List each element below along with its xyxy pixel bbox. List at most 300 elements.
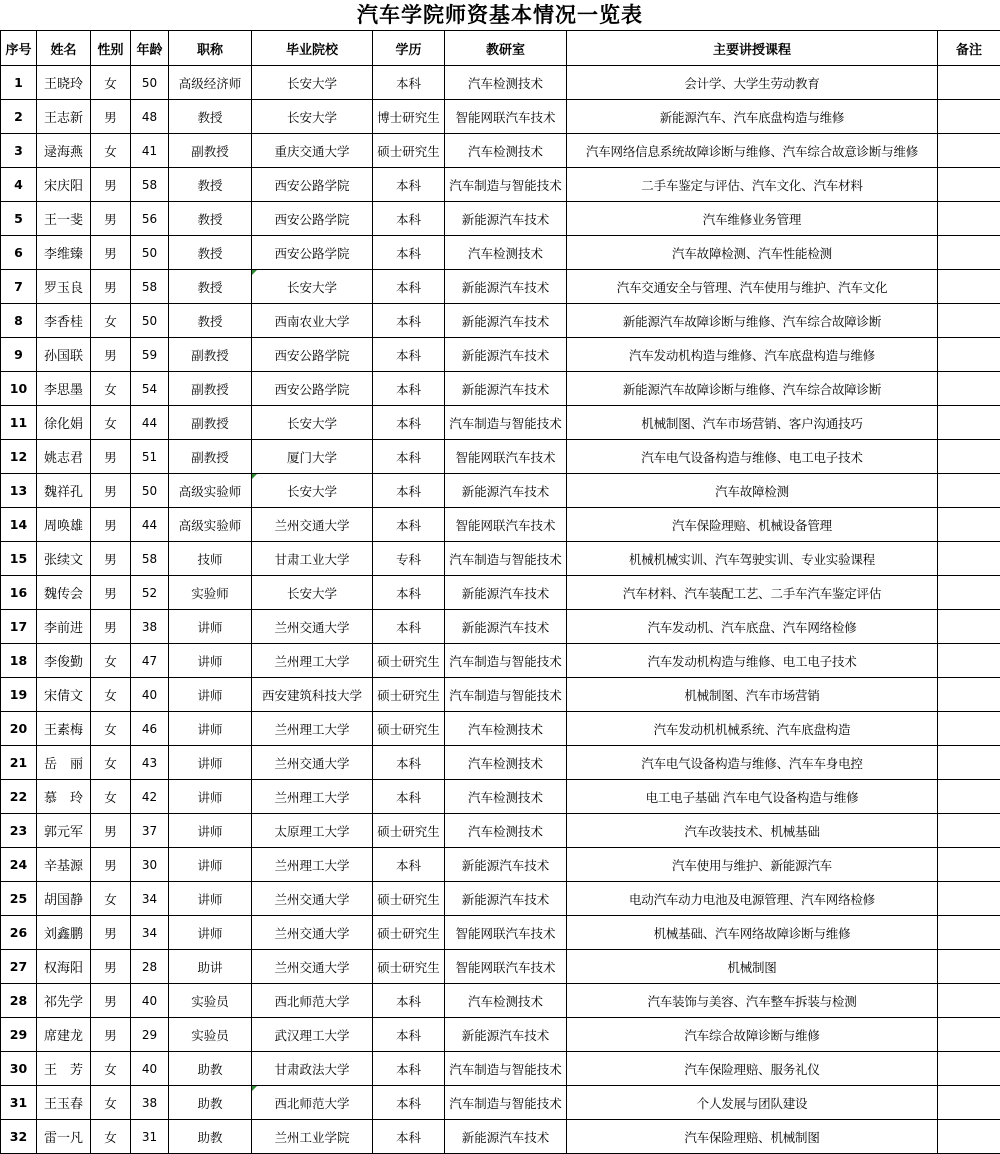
cell-school[interactable]: 兰州理工大学	[252, 848, 373, 882]
cell-school[interactable]: 重庆交通大学	[252, 134, 373, 168]
cell-school[interactable]: 甘肃政法大学	[252, 1052, 373, 1086]
cell-gender[interactable]: 女	[91, 1120, 131, 1154]
cell-name[interactable]: 郭元军	[37, 814, 91, 848]
cell-courses[interactable]: 机械基础、汽车网络故障诊断与维修	[567, 916, 938, 950]
cell-remarks[interactable]	[938, 1052, 1000, 1086]
cell-department[interactable]: 汽车检测技术	[445, 984, 567, 1018]
cell-remarks[interactable]	[938, 746, 1000, 780]
cell-courses[interactable]: 汽车故障检测、汽车性能检测	[567, 236, 938, 270]
cell-department[interactable]: 汽车检测技术	[445, 814, 567, 848]
cell-school[interactable]: 长安大学	[252, 576, 373, 610]
cell-courses[interactable]: 新能源汽车、汽车底盘构造与维修	[567, 100, 938, 134]
cell-title[interactable]: 实验员	[169, 1018, 252, 1052]
cell-department[interactable]: 汽车制造与智能技术	[445, 1052, 567, 1086]
cell-courses[interactable]: 汽车发动机机械系统、汽车底盘构造	[567, 712, 938, 746]
cell-name[interactable]: 李思墨	[37, 372, 91, 406]
cell-name[interactable]: 刘鑫鹏	[37, 916, 91, 950]
cell-courses[interactable]: 汽车发动机构造与维修、电工电子技术	[567, 644, 938, 678]
cell-courses[interactable]: 机械制图	[567, 950, 938, 984]
cell-courses[interactable]: 汽车使用与维护、新能源汽车	[567, 848, 938, 882]
cell-gender[interactable]: 女	[91, 780, 131, 814]
cell-title[interactable]: 教授	[169, 236, 252, 270]
cell-department[interactable]: 智能网联汽车技术	[445, 916, 567, 950]
cell-name[interactable]: 李香桂	[37, 304, 91, 338]
cell-department[interactable]: 智能网联汽车技术	[445, 440, 567, 474]
cell-school[interactable]: 长安大学	[252, 66, 373, 100]
cell-name[interactable]: 祁先学	[37, 984, 91, 1018]
cell-remarks[interactable]	[938, 236, 1000, 270]
cell-remarks[interactable]	[938, 134, 1000, 168]
cell-degree[interactable]: 本科	[373, 236, 445, 270]
cell-department[interactable]: 新能源汽车技术	[445, 202, 567, 236]
cell-school[interactable]: 西南农业大学	[252, 304, 373, 338]
cell-school[interactable]: 兰州交通大学	[252, 950, 373, 984]
cell-title[interactable]: 助教	[169, 1052, 252, 1086]
cell-age[interactable]: 50	[131, 236, 169, 270]
cell-gender[interactable]: 男	[91, 814, 131, 848]
cell-degree[interactable]: 本科	[373, 474, 445, 508]
cell-remarks[interactable]	[938, 644, 1000, 678]
cell-seq[interactable]: 26	[1, 916, 37, 950]
cell-degree[interactable]: 硕士研究生	[373, 644, 445, 678]
cell-seq[interactable]: 21	[1, 746, 37, 780]
cell-remarks[interactable]	[938, 1018, 1000, 1052]
cell-seq[interactable]: 18	[1, 644, 37, 678]
cell-age[interactable]: 52	[131, 576, 169, 610]
cell-department[interactable]: 新能源汽车技术	[445, 304, 567, 338]
cell-department[interactable]: 汽车检测技术	[445, 746, 567, 780]
cell-title[interactable]: 副教授	[169, 440, 252, 474]
cell-department[interactable]: 汽车制造与智能技术	[445, 644, 567, 678]
cell-age[interactable]: 40	[131, 678, 169, 712]
cell-courses[interactable]: 汽车交通安全与管理、汽车使用与维护、汽车文化	[567, 270, 938, 304]
cell-remarks[interactable]	[938, 610, 1000, 644]
cell-seq[interactable]: 2	[1, 100, 37, 134]
cell-title[interactable]: 讲师	[169, 712, 252, 746]
cell-title[interactable]: 助讲	[169, 950, 252, 984]
cell-age[interactable]: 34	[131, 916, 169, 950]
cell-remarks[interactable]	[938, 474, 1000, 508]
cell-seq[interactable]: 29	[1, 1018, 37, 1052]
cell-courses[interactable]: 机械制图、汽车市场营销、客户沟通技巧	[567, 406, 938, 440]
cell-title[interactable]: 副教授	[169, 372, 252, 406]
cell-remarks[interactable]	[938, 1120, 1000, 1154]
cell-age[interactable]: 50	[131, 474, 169, 508]
cell-courses[interactable]: 汽车维修业务管理	[567, 202, 938, 236]
cell-courses[interactable]: 汽车保险理赔、机械设备管理	[567, 508, 938, 542]
cell-name[interactable]: 岳 丽	[37, 746, 91, 780]
cell-seq[interactable]: 4	[1, 168, 37, 202]
cell-age[interactable]: 41	[131, 134, 169, 168]
cell-degree[interactable]: 本科	[373, 270, 445, 304]
cell-department[interactable]: 汽车检测技术	[445, 236, 567, 270]
cell-remarks[interactable]	[938, 440, 1000, 474]
cell-school[interactable]: 西安公路学院	[252, 372, 373, 406]
cell-age[interactable]: 44	[131, 406, 169, 440]
cell-seq[interactable]: 3	[1, 134, 37, 168]
cell-degree[interactable]: 本科	[373, 202, 445, 236]
cell-school[interactable]: 长安大学	[252, 100, 373, 134]
cell-courses[interactable]: 电工电子基础 汽车电气设备构造与维修	[567, 780, 938, 814]
cell-gender[interactable]: 男	[91, 270, 131, 304]
cell-degree[interactable]: 专科	[373, 542, 445, 576]
cell-degree[interactable]: 硕士研究生	[373, 882, 445, 916]
cell-gender[interactable]: 男	[91, 916, 131, 950]
cell-remarks[interactable]	[938, 882, 1000, 916]
cell-name[interactable]: 周唤雄	[37, 508, 91, 542]
cell-school[interactable]: 西安公路学院	[252, 168, 373, 202]
cell-name[interactable]: 张续文	[37, 542, 91, 576]
cell-remarks[interactable]	[938, 100, 1000, 134]
cell-seq[interactable]: 24	[1, 848, 37, 882]
cell-remarks[interactable]	[938, 916, 1000, 950]
cell-age[interactable]: 58	[131, 168, 169, 202]
cell-seq[interactable]: 30	[1, 1052, 37, 1086]
cell-courses[interactable]: 汽车综合故障诊断与维修	[567, 1018, 938, 1052]
cell-seq[interactable]: 7	[1, 270, 37, 304]
cell-department[interactable]: 智能网联汽车技术	[445, 508, 567, 542]
cell-degree[interactable]: 本科	[373, 338, 445, 372]
cell-title[interactable]: 副教授	[169, 134, 252, 168]
cell-gender[interactable]: 男	[91, 508, 131, 542]
cell-degree[interactable]: 本科	[373, 168, 445, 202]
cell-school[interactable]: 兰州交通大学	[252, 610, 373, 644]
cell-gender[interactable]: 男	[91, 610, 131, 644]
cell-name[interactable]: 孙国联	[37, 338, 91, 372]
cell-degree[interactable]: 本科	[373, 1086, 445, 1120]
cell-seq[interactable]: 31	[1, 1086, 37, 1120]
cell-seq[interactable]: 14	[1, 508, 37, 542]
cell-department[interactable]: 新能源汽车技术	[445, 576, 567, 610]
cell-degree[interactable]: 本科	[373, 508, 445, 542]
cell-courses[interactable]: 汽车保险理赔、服务礼仪	[567, 1052, 938, 1086]
cell-gender[interactable]: 女	[91, 644, 131, 678]
cell-courses[interactable]: 汽车发动机构造与维修、汽车底盘构造与维修	[567, 338, 938, 372]
cell-degree[interactable]: 本科	[373, 440, 445, 474]
cell-age[interactable]: 50	[131, 66, 169, 100]
cell-age[interactable]: 59	[131, 338, 169, 372]
cell-age[interactable]: 29	[131, 1018, 169, 1052]
cell-degree[interactable]: 本科	[373, 1120, 445, 1154]
cell-degree[interactable]: 本科	[373, 66, 445, 100]
cell-age[interactable]: 44	[131, 508, 169, 542]
cell-department[interactable]: 新能源汽车技术	[445, 1120, 567, 1154]
cell-school[interactable]: 西安公路学院	[252, 202, 373, 236]
cell-department[interactable]: 新能源汽车技术	[445, 610, 567, 644]
cell-title[interactable]: 讲师	[169, 848, 252, 882]
cell-courses[interactable]: 汽车材料、汽车装配工艺、二手车汽车鉴定评估	[567, 576, 938, 610]
cell-title[interactable]: 教授	[169, 304, 252, 338]
cell-department[interactable]: 新能源汽车技术	[445, 1018, 567, 1052]
cell-age[interactable]: 51	[131, 440, 169, 474]
cell-seq[interactable]: 8	[1, 304, 37, 338]
cell-title[interactable]: 讲师	[169, 882, 252, 916]
cell-school[interactable]: 武汉理工大学	[252, 1018, 373, 1052]
cell-remarks[interactable]	[938, 168, 1000, 202]
cell-gender[interactable]: 女	[91, 746, 131, 780]
cell-age[interactable]: 38	[131, 610, 169, 644]
cell-seq[interactable]: 25	[1, 882, 37, 916]
cell-age[interactable]: 34	[131, 882, 169, 916]
cell-seq[interactable]: 20	[1, 712, 37, 746]
cell-name[interactable]: 胡国静	[37, 882, 91, 916]
cell-department[interactable]: 新能源汽车技术	[445, 474, 567, 508]
cell-title[interactable]: 高级实验师	[169, 508, 252, 542]
cell-school[interactable]: 西安公路学院	[252, 236, 373, 270]
cell-title[interactable]: 高级经济师	[169, 66, 252, 100]
cell-remarks[interactable]	[938, 984, 1000, 1018]
cell-school[interactable]: 西北师范大学	[252, 1086, 373, 1120]
cell-seq[interactable]: 12	[1, 440, 37, 474]
cell-age[interactable]: 56	[131, 202, 169, 236]
cell-age[interactable]: 58	[131, 542, 169, 576]
cell-title[interactable]: 教授	[169, 202, 252, 236]
cell-degree[interactable]: 本科	[373, 372, 445, 406]
cell-department[interactable]: 新能源汽车技术	[445, 338, 567, 372]
cell-school[interactable]: 兰州理工大学	[252, 644, 373, 678]
cell-seq[interactable]: 16	[1, 576, 37, 610]
cell-gender[interactable]: 男	[91, 542, 131, 576]
cell-school[interactable]: 厦门大学	[252, 440, 373, 474]
cell-school[interactable]: 长安大学	[252, 270, 373, 304]
cell-degree[interactable]: 本科	[373, 746, 445, 780]
cell-school[interactable]: 兰州工业学院	[252, 1120, 373, 1154]
cell-title[interactable]: 讲师	[169, 814, 252, 848]
cell-school[interactable]: 兰州交通大学	[252, 508, 373, 542]
cell-seq[interactable]: 13	[1, 474, 37, 508]
cell-seq[interactable]: 32	[1, 1120, 37, 1154]
cell-remarks[interactable]	[938, 780, 1000, 814]
cell-degree[interactable]: 硕士研究生	[373, 916, 445, 950]
cell-age[interactable]: 43	[131, 746, 169, 780]
cell-remarks[interactable]	[938, 542, 1000, 576]
cell-degree[interactable]: 硕士研究生	[373, 134, 445, 168]
cell-remarks[interactable]	[938, 848, 1000, 882]
cell-name[interactable]: 王素梅	[37, 712, 91, 746]
cell-seq[interactable]: 28	[1, 984, 37, 1018]
cell-department[interactable]: 新能源汽车技术	[445, 848, 567, 882]
cell-department[interactable]: 汽车制造与智能技术	[445, 406, 567, 440]
cell-department[interactable]: 汽车检测技术	[445, 134, 567, 168]
cell-gender[interactable]: 女	[91, 1052, 131, 1086]
cell-courses[interactable]: 汽车电气设备构造与维修、电工电子技术	[567, 440, 938, 474]
cell-name[interactable]: 王志新	[37, 100, 91, 134]
cell-seq[interactable]: 27	[1, 950, 37, 984]
cell-school[interactable]: 兰州交通大学	[252, 746, 373, 780]
cell-name[interactable]: 魏传会	[37, 576, 91, 610]
cell-school[interactable]: 西安公路学院	[252, 338, 373, 372]
cell-gender[interactable]: 女	[91, 406, 131, 440]
cell-remarks[interactable]	[938, 372, 1000, 406]
cell-department[interactable]: 汽车检测技术	[445, 66, 567, 100]
cell-name[interactable]: 逯海燕	[37, 134, 91, 168]
cell-remarks[interactable]	[938, 270, 1000, 304]
cell-courses[interactable]: 机械制图、汽车市场营销	[567, 678, 938, 712]
cell-name[interactable]: 席建龙	[37, 1018, 91, 1052]
cell-seq[interactable]: 11	[1, 406, 37, 440]
cell-school[interactable]: 西安建筑科技大学	[252, 678, 373, 712]
cell-remarks[interactable]	[938, 1086, 1000, 1120]
cell-seq[interactable]: 17	[1, 610, 37, 644]
cell-gender[interactable]: 男	[91, 100, 131, 134]
cell-gender[interactable]: 男	[91, 338, 131, 372]
cell-remarks[interactable]	[938, 576, 1000, 610]
cell-school[interactable]: 兰州交通大学	[252, 916, 373, 950]
cell-degree[interactable]: 本科	[373, 576, 445, 610]
cell-courses[interactable]: 个人发展与团队建设	[567, 1086, 938, 1120]
cell-title[interactable]: 技师	[169, 542, 252, 576]
cell-department[interactable]: 智能网联汽车技术	[445, 100, 567, 134]
cell-degree[interactable]: 硕士研究生	[373, 678, 445, 712]
cell-name[interactable]: 姚志君	[37, 440, 91, 474]
cell-department[interactable]: 汽车制造与智能技术	[445, 542, 567, 576]
cell-department[interactable]: 汽车制造与智能技术	[445, 678, 567, 712]
cell-seq[interactable]: 9	[1, 338, 37, 372]
cell-title[interactable]: 实验师	[169, 576, 252, 610]
cell-courses[interactable]: 电动汽车动力电池及电源管理、汽车网络检修	[567, 882, 938, 916]
cell-title[interactable]: 讲师	[169, 746, 252, 780]
cell-age[interactable]: 46	[131, 712, 169, 746]
cell-title[interactable]: 讲师	[169, 916, 252, 950]
cell-remarks[interactable]	[938, 406, 1000, 440]
cell-school[interactable]: 兰州交通大学	[252, 882, 373, 916]
cell-remarks[interactable]	[938, 678, 1000, 712]
cell-gender[interactable]: 男	[91, 1018, 131, 1052]
cell-degree[interactable]: 硕士研究生	[373, 814, 445, 848]
cell-name[interactable]: 李俊勤	[37, 644, 91, 678]
cell-seq[interactable]: 15	[1, 542, 37, 576]
cell-gender[interactable]: 男	[91, 576, 131, 610]
cell-degree[interactable]: 本科	[373, 1052, 445, 1086]
cell-age[interactable]: 40	[131, 1052, 169, 1086]
cell-gender[interactable]: 女	[91, 134, 131, 168]
cell-name[interactable]: 辛基源	[37, 848, 91, 882]
cell-title[interactable]: 讲师	[169, 678, 252, 712]
cell-degree[interactable]: 本科	[373, 780, 445, 814]
cell-gender[interactable]: 女	[91, 712, 131, 746]
cell-age[interactable]: 48	[131, 100, 169, 134]
cell-title[interactable]: 实验员	[169, 984, 252, 1018]
cell-degree[interactable]: 本科	[373, 848, 445, 882]
cell-gender[interactable]: 男	[91, 474, 131, 508]
cell-school[interactable]: 兰州理工大学	[252, 712, 373, 746]
cell-courses[interactable]: 新能源汽车故障诊断与维修、汽车综合故障诊断	[567, 372, 938, 406]
cell-department[interactable]: 汽车检测技术	[445, 712, 567, 746]
cell-courses[interactable]: 新能源汽车故障诊断与维修、汽车综合故障诊断	[567, 304, 938, 338]
cell-degree[interactable]: 本科	[373, 984, 445, 1018]
cell-gender[interactable]: 女	[91, 1086, 131, 1120]
cell-degree[interactable]: 本科	[373, 304, 445, 338]
cell-courses[interactable]: 汽车装饰与美容、汽车整车拆装与检测	[567, 984, 938, 1018]
cell-gender[interactable]: 男	[91, 950, 131, 984]
cell-name[interactable]: 王一斐	[37, 202, 91, 236]
cell-seq[interactable]: 6	[1, 236, 37, 270]
cell-name[interactable]: 雷一凡	[37, 1120, 91, 1154]
cell-degree[interactable]: 本科	[373, 610, 445, 644]
cell-gender[interactable]: 男	[91, 202, 131, 236]
cell-name[interactable]: 魏祥孔	[37, 474, 91, 508]
cell-title[interactable]: 教授	[169, 100, 252, 134]
cell-courses[interactable]: 二手车鉴定与评估、汽车文化、汽车材料	[567, 168, 938, 202]
cell-age[interactable]: 30	[131, 848, 169, 882]
cell-department[interactable]: 新能源汽车技术	[445, 882, 567, 916]
cell-name[interactable]: 慕 玲	[37, 780, 91, 814]
cell-degree[interactable]: 本科	[373, 406, 445, 440]
cell-name[interactable]: 李前进	[37, 610, 91, 644]
cell-courses[interactable]: 机械机械实训、汽车驾驶实训、专业实验课程	[567, 542, 938, 576]
cell-title[interactable]: 教授	[169, 168, 252, 202]
cell-department[interactable]: 汽车制造与智能技术	[445, 1086, 567, 1120]
cell-gender[interactable]: 女	[91, 304, 131, 338]
cell-name[interactable]: 王玉春	[37, 1086, 91, 1120]
cell-age[interactable]: 38	[131, 1086, 169, 1120]
cell-courses[interactable]: 汽车电气设备构造与维修、汽车车身电控	[567, 746, 938, 780]
cell-school[interactable]: 太原理工大学	[252, 814, 373, 848]
cell-name[interactable]: 李维臻	[37, 236, 91, 270]
cell-department[interactable]: 新能源汽车技术	[445, 270, 567, 304]
cell-title[interactable]: 讲师	[169, 644, 252, 678]
cell-remarks[interactable]	[938, 950, 1000, 984]
cell-degree[interactable]: 博士研究生	[373, 100, 445, 134]
cell-age[interactable]: 54	[131, 372, 169, 406]
cell-remarks[interactable]	[938, 508, 1000, 542]
cell-seq[interactable]: 23	[1, 814, 37, 848]
cell-courses[interactable]: 汽车改装技术、机械基础	[567, 814, 938, 848]
cell-name[interactable]: 权海阳	[37, 950, 91, 984]
cell-gender[interactable]: 男	[91, 440, 131, 474]
cell-age[interactable]: 37	[131, 814, 169, 848]
cell-title[interactable]: 助教	[169, 1086, 252, 1120]
cell-courses[interactable]: 汽车保险理赔、机械制图	[567, 1120, 938, 1154]
cell-seq[interactable]: 10	[1, 372, 37, 406]
cell-department[interactable]: 新能源汽车技术	[445, 372, 567, 406]
cell-title[interactable]: 讲师	[169, 780, 252, 814]
cell-remarks[interactable]	[938, 712, 1000, 746]
cell-name[interactable]: 王 芳	[37, 1052, 91, 1086]
cell-age[interactable]: 58	[131, 270, 169, 304]
cell-school[interactable]: 兰州理工大学	[252, 780, 373, 814]
cell-gender[interactable]: 女	[91, 678, 131, 712]
cell-seq[interactable]: 19	[1, 678, 37, 712]
cell-remarks[interactable]	[938, 66, 1000, 100]
cell-department[interactable]: 智能网联汽车技术	[445, 950, 567, 984]
cell-age[interactable]: 31	[131, 1120, 169, 1154]
cell-gender[interactable]: 男	[91, 168, 131, 202]
cell-name[interactable]: 宋庆阳	[37, 168, 91, 202]
cell-age[interactable]: 50	[131, 304, 169, 338]
cell-gender[interactable]: 男	[91, 848, 131, 882]
cell-age[interactable]: 28	[131, 950, 169, 984]
cell-gender[interactable]: 女	[91, 372, 131, 406]
cell-remarks[interactable]	[938, 304, 1000, 338]
cell-remarks[interactable]	[938, 202, 1000, 236]
cell-courses[interactable]: 会计学、大学生劳动教育	[567, 66, 938, 100]
cell-name[interactable]: 徐化娟	[37, 406, 91, 440]
cell-age[interactable]: 40	[131, 984, 169, 1018]
cell-courses[interactable]: 汽车网络信息系统故障诊断与维修、汽车综合故意诊断与维修	[567, 134, 938, 168]
cell-title[interactable]: 副教授	[169, 406, 252, 440]
cell-age[interactable]: 47	[131, 644, 169, 678]
cell-gender[interactable]: 女	[91, 882, 131, 916]
cell-seq[interactable]: 5	[1, 202, 37, 236]
cell-school[interactable]: 甘肃工业大学	[252, 542, 373, 576]
cell-degree[interactable]: 本科	[373, 1018, 445, 1052]
cell-gender[interactable]: 男	[91, 984, 131, 1018]
cell-department[interactable]: 汽车制造与智能技术	[445, 168, 567, 202]
cell-remarks[interactable]	[938, 338, 1000, 372]
cell-title[interactable]: 高级实验师	[169, 474, 252, 508]
cell-title[interactable]: 讲师	[169, 610, 252, 644]
